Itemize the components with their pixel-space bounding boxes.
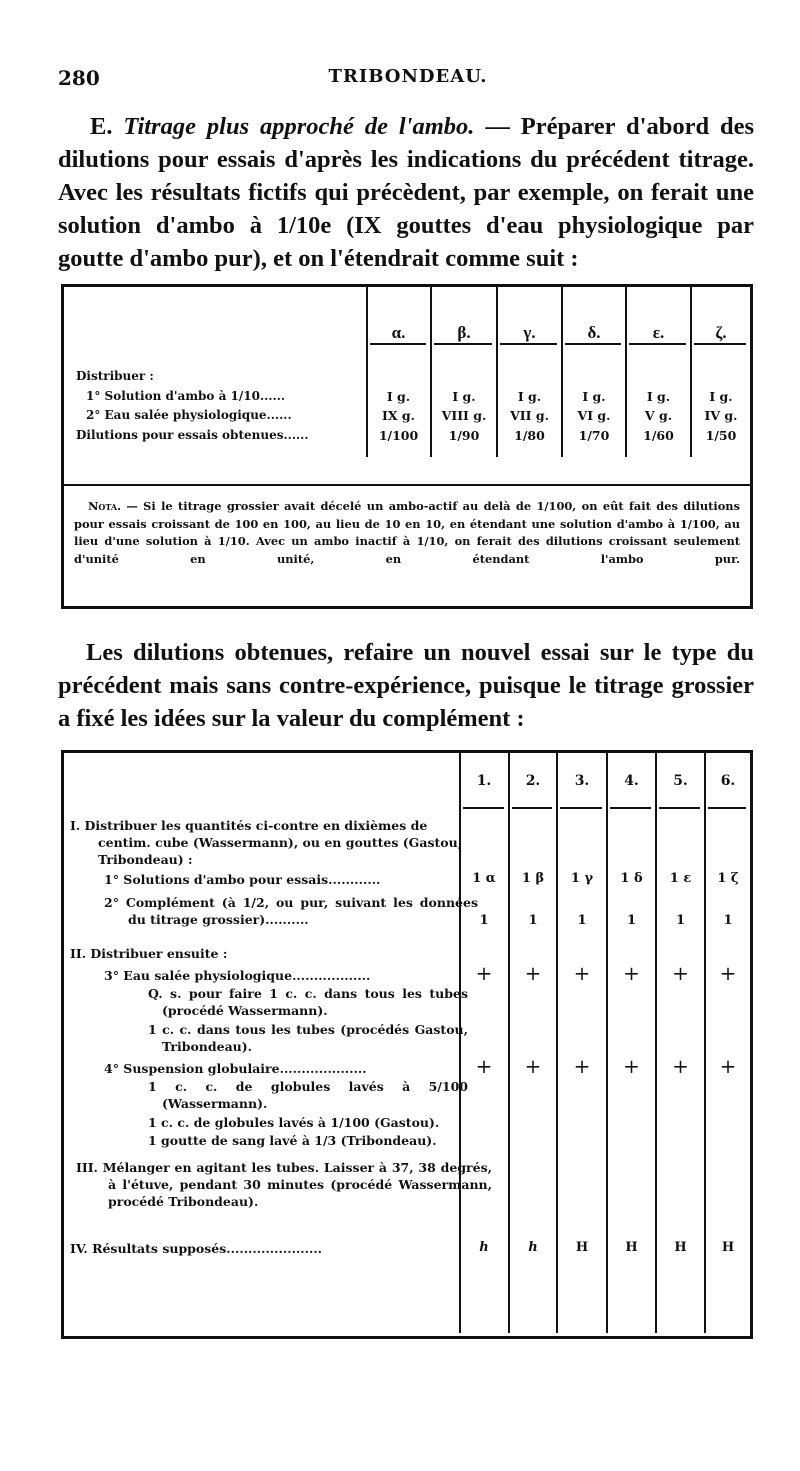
saline-note-gastou: 1 c. c. dans tous les tubes (procédés Gastou, Tribondeau). (148, 1022, 468, 1054)
column-header-beta: β. (457, 323, 471, 342)
header-rule (610, 807, 651, 809)
section-title: Titrage plus approché de l'ambo. (123, 113, 475, 140)
row-label-saline: 3° Eau salée physiologique.................. (104, 968, 371, 983)
table-cell: 1 (675, 913, 686, 928)
table-cell: IX g. (382, 408, 415, 423)
table-cell: + (573, 961, 591, 985)
section-2-label: II. Distribuer ensuite : (70, 946, 228, 961)
table-cell: 1/90 (448, 428, 480, 443)
column-header-gamma: γ. (523, 323, 536, 342)
saline-note-wassermann: Q. s. pour faire 1 c. c. dans tous les tubes (procédé Wassermann). (148, 986, 468, 1018)
table-cell: 1 (479, 913, 489, 928)
row-label-complement: 2° Complément (à 1/2, ou pur, suivant les données du titrage grossier).......... (104, 895, 478, 927)
table-cell: IV g. (704, 408, 738, 423)
table-cell: + (573, 1054, 591, 1078)
header-rule (370, 343, 426, 345)
table-cell: 1/100 (378, 428, 419, 443)
table-cell: I g. (646, 389, 671, 404)
table-cell: 1 (528, 913, 538, 928)
table-cell: 1 (723, 913, 733, 928)
table-cell: 1 ε (669, 871, 692, 886)
table-cell: h (479, 1240, 489, 1255)
table-cell: VIII g. (441, 408, 487, 423)
row-label-ambo-solution: 1° Solution d'ambo à 1/10...... (86, 389, 286, 403)
column-header-alpha: α. (391, 323, 406, 342)
header-rule (694, 343, 746, 345)
column-header-1: 1. (476, 773, 492, 789)
table-cell: 1 α (472, 871, 496, 886)
nota-body: — Si le titrage grossier avait décelé un ambo-actif au delà de 1/100, on eût fait des dilutions pour essais croissant de 100 en 100, au lieu de 10 en 10, en étendant une solution d'ambo à 1/100, au lieu d'une solution à 1/10. Avec un ambo inactif à 1/10, on ferait des dilutions croissant seulement d'unité en unité, en étendant l'ambo pur. (74, 499, 740, 566)
suspension-note-gastou: 1 c. c. de globules lavés à 1/100 (Gastou). (148, 1115, 440, 1130)
dilution-table (61, 284, 753, 609)
column-header-2: 2. (525, 773, 541, 789)
table-cell: 1 ζ (717, 871, 739, 886)
table-cell: + (719, 961, 737, 985)
header-rule (708, 807, 746, 809)
column-header-epsilon: ε. (652, 323, 665, 342)
table-cell: + (672, 1054, 689, 1078)
header-rule (463, 807, 504, 809)
table-cell: + (524, 961, 542, 985)
table-cell: V g. (644, 408, 673, 423)
column-header-4: 4. (624, 773, 639, 789)
suspension-note-tribondeau: 1 goutte de sang lavé à 1/3 (Tribondeau). (148, 1133, 437, 1148)
table-cell: I g. (582, 389, 606, 404)
header-rule (500, 343, 557, 345)
section-1-label: I. Distribuer les quantités ci-contre en dixièmes de centim. cube (Wassermann), ou en gouttes (Gastou, Tribondeau) : (70, 818, 463, 867)
page-number: 280 (58, 66, 100, 90)
column-header-zeta: ζ. (715, 323, 727, 342)
table-cell: 1/80 (514, 428, 545, 443)
page-header (58, 66, 758, 96)
table-cell: 1/50 (705, 428, 737, 443)
column-header-3: 3. (574, 773, 590, 789)
table-cell: H (721, 1240, 735, 1255)
section-letter: E. (90, 113, 113, 140)
section-4-label: IV. Résultats supposés...................... (70, 1241, 323, 1256)
table-cell: + (475, 961, 493, 985)
table-cell: 1 (577, 913, 587, 928)
table-cell: 1/70 (578, 428, 610, 443)
table-cell: I g. (709, 389, 733, 404)
complement-table (61, 750, 753, 1339)
header-rule (512, 807, 552, 809)
table-cell: VII g. (510, 408, 549, 423)
section-3-label: III. Mélanger en agitant les tubes. Laisser à 37, 38 degrés, à l'étuve, pendant 30 minutes (procédé Wassermann, procédé Tribondeau). (76, 1160, 492, 1209)
table-cell: H (575, 1240, 589, 1255)
column-header-6: 6. (720, 773, 736, 789)
column-header-delta: δ. (587, 323, 601, 342)
row-label-globular-suspension: 4° Suspension globulaire.................... (104, 1061, 367, 1076)
distribute-label: Distribuer : (76, 369, 154, 383)
paragraph-body: — Préparer d'abord des dilutions pour essais d'après les indications du précédent titrage. Avec les résultats fictifs qui précèdent, par exemple, on ferait une solution d'ambo à 1/10e (IX gouttes d'eau physiologique par goutte d'ambo pur), et on l'étendrait comme suit : (58, 113, 755, 272)
row-label-dilutions: Dilutions pour essais obtenues...... (76, 428, 309, 442)
table-cell: I g. (452, 389, 476, 404)
header-rule (629, 343, 686, 345)
table-cell: VI g. (577, 408, 611, 423)
table-cell: h (528, 1240, 538, 1255)
table-cell: I g. (517, 389, 542, 404)
nota-separator (64, 484, 750, 486)
table-cell: + (719, 1054, 737, 1078)
header-rule (565, 343, 621, 345)
table-cell: 1 (626, 913, 637, 928)
table-cell: 1/60 (643, 428, 674, 443)
header-rule (434, 343, 492, 345)
table-cell: + (475, 1054, 493, 1078)
table-cell: + (524, 1054, 542, 1078)
paragraph-titrage (58, 110, 754, 275)
table-cell: + (623, 1054, 640, 1078)
table-cell: + (623, 961, 640, 985)
column-header-5: 5. (673, 773, 688, 789)
table-cell: I g. (386, 389, 411, 404)
nota-text (74, 498, 740, 568)
header-rule (560, 807, 602, 809)
row-label-ambo-solutions: 1° Solutions d'ambo pour essais............ (104, 872, 381, 887)
header-rule (659, 807, 700, 809)
paragraph-new-test: Les dilutions obtenues, refaire un nouvel essai sur le type du précédent mais sans contre-expérience, puisque le titrage grossier a fixé les idées sur la valeur du complément : (58, 639, 754, 732)
nota-label: Nota. (88, 499, 122, 513)
suspension-note-wassermann: 1 c. c. de globules lavés à 5/100 (Wassermann). (148, 1079, 468, 1111)
table-cell: 1 γ (570, 871, 594, 886)
row-label-saline: 2° Eau salée physiologique...... (86, 408, 292, 422)
table-cell: 1 β (521, 871, 545, 886)
table-cell: H (625, 1240, 638, 1255)
table-cell: H (674, 1240, 687, 1255)
running-head: TRIBONDEAU. (328, 66, 488, 87)
table-cell: 1 δ (620, 871, 643, 886)
table-cell: + (672, 961, 689, 985)
